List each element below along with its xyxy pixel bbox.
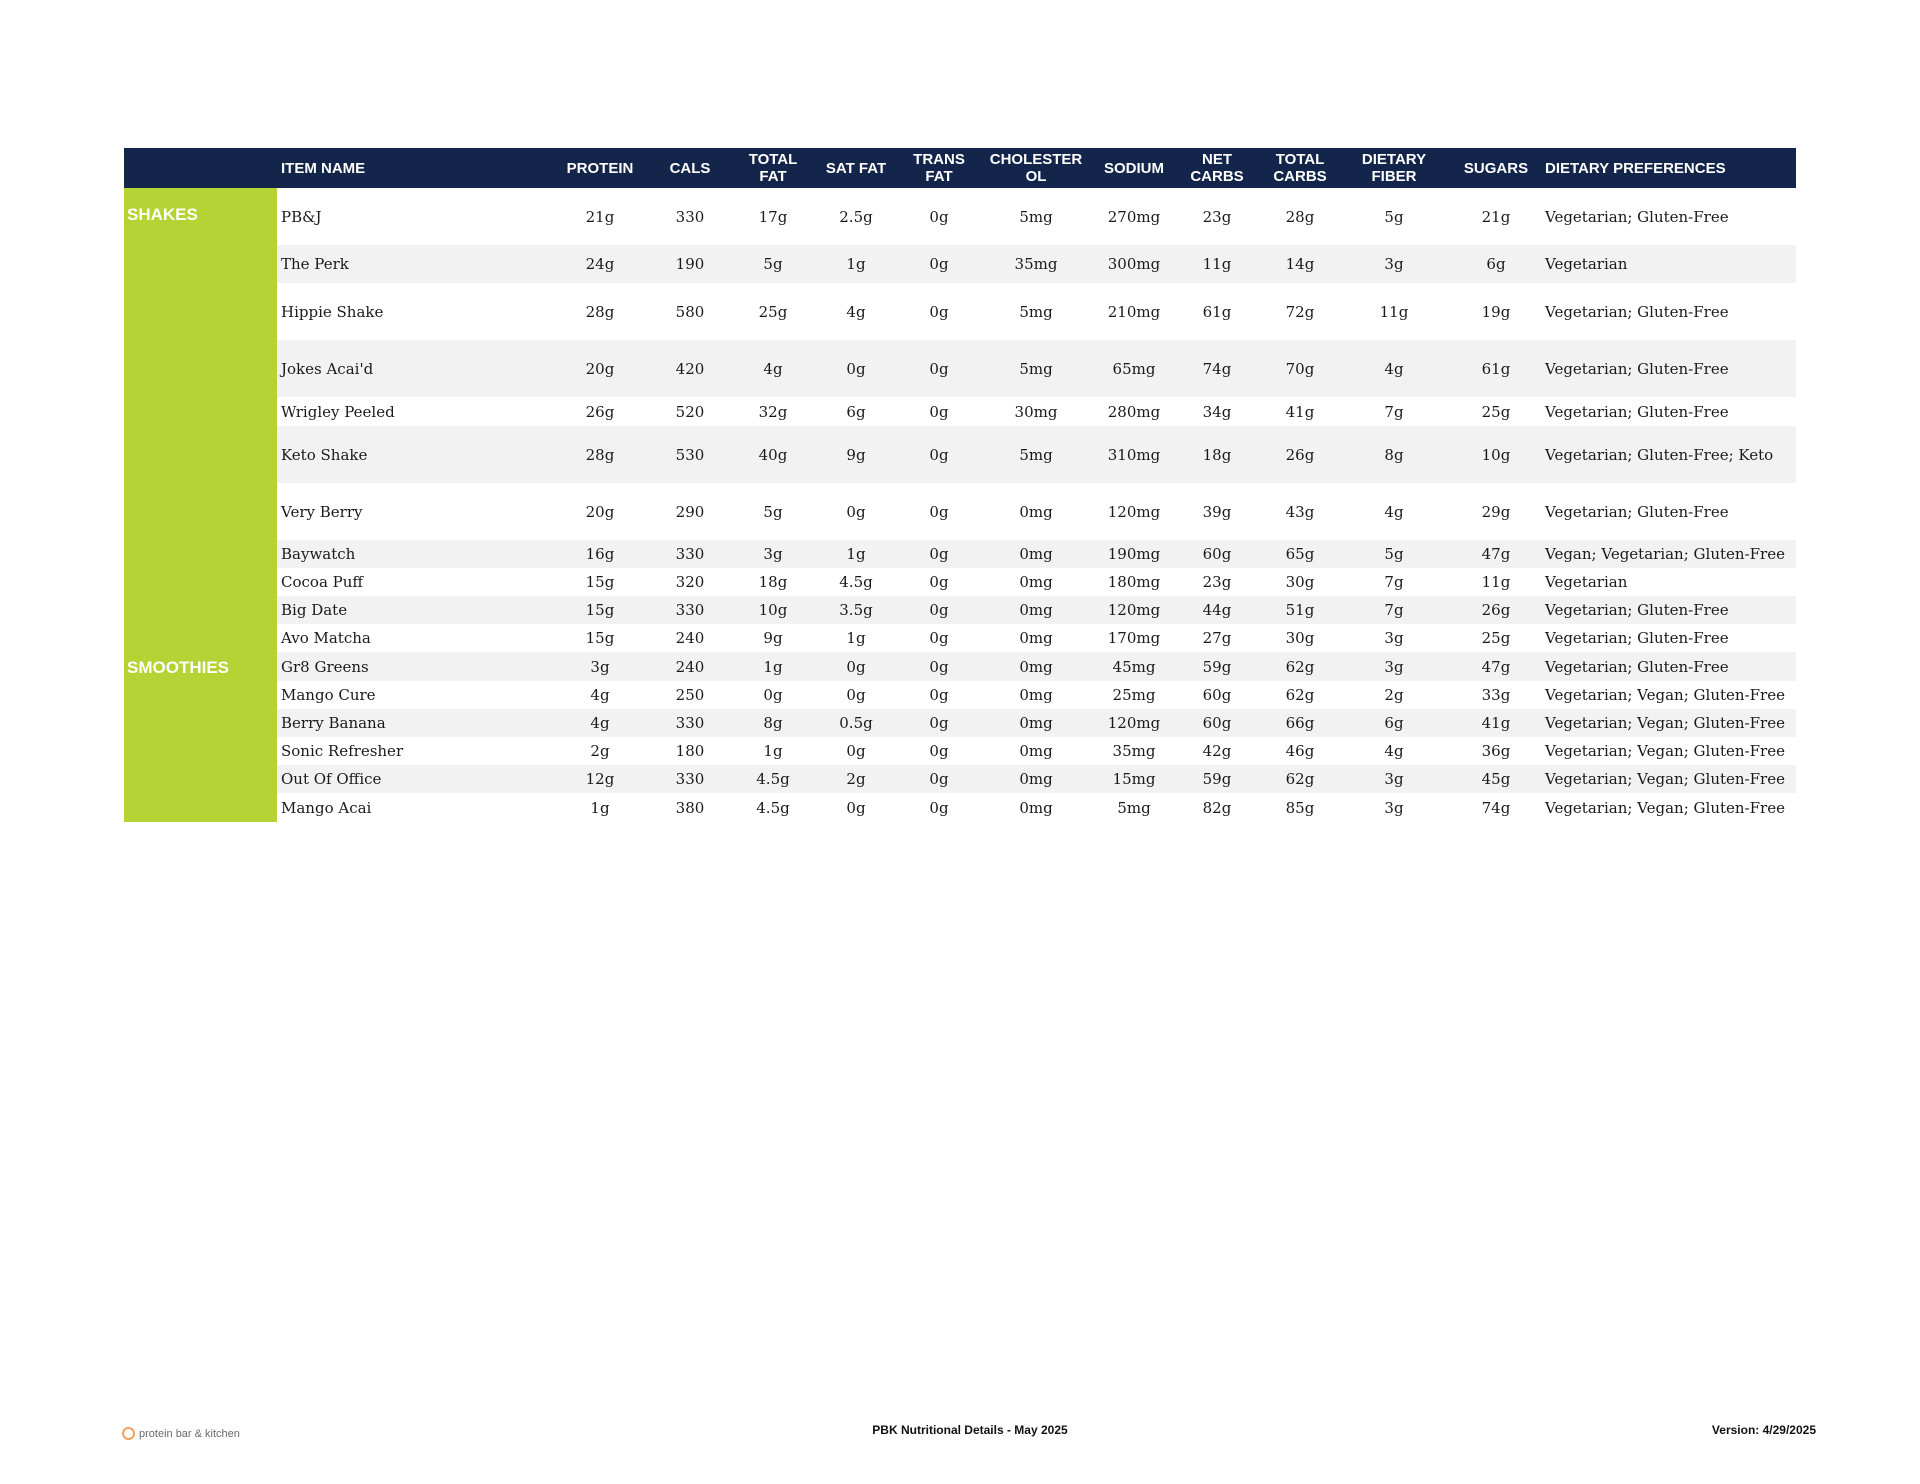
total-fat-cell: 4g <box>737 340 809 397</box>
dietary-fiber-cell: 5g <box>1337 540 1451 568</box>
sugars-cell: 36g <box>1481 742 1511 760</box>
net-carbs-cell: 59g <box>1171 765 1263 793</box>
header-sugars: SUGARS <box>1451 148 1541 188</box>
table-row <box>124 283 1796 340</box>
dietary-preferences-cell: Vegetarian; Vegan; Gluten-Free <box>1545 742 1785 760</box>
trans-fat-cell: 0g <box>903 245 975 283</box>
trans-fat-cell: 0g <box>929 573 949 591</box>
dietary-fiber-cell: 4g <box>1384 502 1404 521</box>
cals-cell: 330 <box>643 765 737 793</box>
net-carbs-cell: 44g <box>1171 596 1263 624</box>
cals-cell: 530 <box>643 426 737 483</box>
sat-fat-cell: 0g <box>846 686 866 704</box>
dietary-fiber-cell: 4g <box>1384 742 1404 760</box>
cals-cell: 240 <box>643 652 737 681</box>
total-fat-cell: 5g <box>737 245 809 283</box>
net-carbs-cell: 74g <box>1171 340 1263 397</box>
sugars-cell: 33g <box>1481 686 1511 704</box>
trans-fat-cell: 0g <box>903 652 975 681</box>
table-row <box>124 483 1796 540</box>
dietary-preferences-cell: Vegetarian <box>1545 573 1628 591</box>
net-carbs-cell: 23g <box>1202 573 1232 591</box>
total-fat-cell: 1g <box>763 742 783 760</box>
total-carbs-cell: 41g <box>1285 402 1315 421</box>
sodium-cell: 310mg <box>1097 426 1171 483</box>
trans-fat-cell: 0g <box>929 798 949 817</box>
total-carbs-cell: 85g <box>1285 798 1315 817</box>
protein-cell: 26g <box>585 402 615 421</box>
total-carbs-cell: 14g <box>1263 245 1337 283</box>
header-cholesterol <box>975 148 1097 188</box>
table-row <box>124 397 1796 426</box>
dietary-preferences-cell: Vegetarian; Gluten-Free <box>1541 652 1796 681</box>
trans-fat-cell: 0g <box>929 686 949 704</box>
net-carbs-cell: 61g <box>1202 302 1232 321</box>
cholesterol-cell: 0mg <box>1019 629 1053 647</box>
cholesterol-cell: 0mg <box>1019 798 1053 817</box>
header-category <box>124 148 277 188</box>
protein-cell: 12g <box>557 765 643 793</box>
header-dietary-fiber <box>1337 148 1451 188</box>
total-carbs-cell: 62g <box>1263 765 1337 793</box>
sat-fat-cell: 4.5g <box>839 573 873 591</box>
cals-cell: 320 <box>675 573 705 591</box>
net-carbs-cell: 59g <box>1171 652 1263 681</box>
header-trans-fat <box>903 148 975 188</box>
cals-cell: 290 <box>675 502 705 521</box>
table-row <box>124 245 1796 283</box>
cholesterol-cell: 5mg <box>975 426 1097 483</box>
protein-cell: 15g <box>585 573 615 591</box>
sat-fat-cell: 1g <box>809 245 903 283</box>
cals-cell: 420 <box>643 340 737 397</box>
category-label-shakes: SHAKES <box>127 205 198 224</box>
dietary-fiber-cell: 6g <box>1337 709 1451 737</box>
total-fat-cell: 8g <box>737 709 809 737</box>
cals-cell: 190 <box>643 245 737 283</box>
header-total-fat <box>737 148 809 188</box>
total-fat-cell: 9g <box>763 629 783 647</box>
trans-fat-cell: 0g <box>929 502 949 521</box>
table-row <box>124 652 1796 681</box>
cals-cell: 330 <box>643 540 737 568</box>
item-name-cell: Cocoa Puff <box>281 573 364 591</box>
net-carbs-cell: 34g <box>1202 402 1232 421</box>
nutrition-table-wrapper <box>124 148 1796 822</box>
header-net-carbs <box>1171 148 1263 188</box>
sat-fat-cell: 0g <box>846 798 866 817</box>
sat-fat-cell: 2.5g <box>839 207 873 226</box>
sugars-cell: 29g <box>1481 502 1511 521</box>
header-cholesterol-line1: CHOLESTER <box>989 151 1083 168</box>
item-name-cell: Out Of Office <box>277 765 557 793</box>
sat-fat-cell: 0.5g <box>809 709 903 737</box>
dietary-fiber-cell: 7g <box>1337 596 1451 624</box>
total-fat-cell: 5g <box>763 502 783 521</box>
total-carbs-cell: 26g <box>1263 426 1337 483</box>
header-trans-fat-line2: FAT <box>925 168 953 185</box>
header-sodium: SODIUM <box>1097 148 1171 188</box>
item-name-cell: Baywatch <box>277 540 557 568</box>
sodium-cell: 280mg <box>1107 402 1161 421</box>
category-label-smoothies: SMOOTHIES <box>127 658 230 677</box>
protein-cell: 20g <box>585 502 615 521</box>
net-carbs-cell: 18g <box>1171 426 1263 483</box>
sat-fat-cell: 0g <box>846 502 866 521</box>
net-carbs-cell: 60g <box>1171 540 1263 568</box>
cals-cell: 250 <box>675 686 705 704</box>
sugars-cell: 10g <box>1451 426 1541 483</box>
total-carbs-cell: 65g <box>1263 540 1337 568</box>
header-item-name: ITEM NAME <box>277 148 557 188</box>
header-net-carbs-line1: NET <box>1202 151 1232 168</box>
table-row <box>124 624 1796 652</box>
net-carbs-cell: 60g <box>1171 709 1263 737</box>
dietary-preferences-cell: Vegetarian; Gluten-Free <box>1545 502 1729 521</box>
sodium-cell: 45mg <box>1097 652 1171 681</box>
protein-cell: 4g <box>557 709 643 737</box>
total-fat-cell: 4.5g <box>756 798 790 817</box>
trans-fat-cell: 0g <box>903 540 975 568</box>
dietary-fiber-cell: 3g <box>1337 765 1451 793</box>
protein-cell: 15g <box>585 629 615 647</box>
header-trans-fat-line1: TRANS <box>913 151 965 168</box>
table-row <box>124 596 1796 624</box>
cholesterol-cell: 0mg <box>1019 502 1053 521</box>
header-total-carbs-line2: CARBS <box>1273 168 1327 185</box>
dietary-preferences-cell: Vegetarian; Gluten-Free <box>1541 596 1796 624</box>
table-row <box>124 340 1796 397</box>
total-carbs-cell: 51g <box>1263 596 1337 624</box>
trans-fat-cell: 0g <box>929 402 949 421</box>
protein-cell: 28g <box>557 426 643 483</box>
header-dietary-preferences: DIETARY PREFERENCES <box>1541 148 1796 188</box>
total-carbs-cell: 46g <box>1285 742 1315 760</box>
table-row <box>124 681 1796 709</box>
protein-cell: 24g <box>557 245 643 283</box>
total-fat-cell: 40g <box>737 426 809 483</box>
item-name-cell: The Perk <box>277 245 557 283</box>
total-carbs-cell: 62g <box>1263 652 1337 681</box>
sat-fat-cell: 4g <box>846 302 866 321</box>
cholesterol-cell: 5mg <box>975 340 1097 397</box>
sodium-cell: 65mg <box>1097 340 1171 397</box>
dietary-preferences-cell: Vegetarian; Gluten-Free <box>1545 629 1729 647</box>
sodium-cell: 120mg <box>1097 596 1171 624</box>
total-fat-cell: 18g <box>758 573 788 591</box>
net-carbs-cell: 39g <box>1202 502 1232 521</box>
total-fat-cell: 3g <box>737 540 809 568</box>
sat-fat-cell: 6g <box>846 402 866 421</box>
dietary-preferences-cell: Vegetarian; Vegan; Gluten-Free <box>1541 709 1796 737</box>
total-fat-cell: 0g <box>763 686 783 704</box>
total-carbs-cell: 72g <box>1285 302 1315 321</box>
cals-cell: 330 <box>675 207 705 226</box>
sat-fat-cell: 0g <box>809 652 903 681</box>
sat-fat-cell: 1g <box>846 629 866 647</box>
dietary-fiber-cell: 5g <box>1384 207 1404 226</box>
cals-cell: 520 <box>675 402 705 421</box>
footer-version: Version: 4/29/2025 <box>1711 1423 1816 1437</box>
table-row <box>124 188 1796 245</box>
total-carbs-cell: 66g <box>1263 709 1337 737</box>
dietary-fiber-cell: 3g <box>1337 245 1451 283</box>
table-row <box>124 765 1796 793</box>
header-dietary-fiber-line1: DIETARY <box>1361 151 1427 168</box>
table-row <box>124 568 1796 596</box>
total-fat-cell: 10g <box>737 596 809 624</box>
item-name-cell: Avo Matcha <box>281 629 371 647</box>
header-total-fat-line2: FAT <box>759 168 787 185</box>
category-column <box>124 188 277 822</box>
total-carbs-cell: 43g <box>1285 502 1315 521</box>
trans-fat-cell: 0g <box>903 596 975 624</box>
total-carbs-cell: 62g <box>1285 686 1315 704</box>
protein-cell: 20g <box>557 340 643 397</box>
cholesterol-cell: 0mg <box>975 596 1097 624</box>
dietary-fiber-cell: 4g <box>1337 340 1451 397</box>
header-protein: PROTEIN <box>557 148 643 188</box>
header-sat-fat: SAT FAT <box>809 148 903 188</box>
trans-fat-cell: 0g <box>929 207 949 226</box>
sodium-cell: 25mg <box>1112 686 1156 704</box>
cals-cell: 380 <box>675 798 705 817</box>
sugars-cell: 21g <box>1481 207 1511 226</box>
header-row <box>124 148 1796 188</box>
dietary-preferences-cell: Vegetarian; Gluten-Free <box>1545 402 1729 421</box>
total-fat-cell: 32g <box>758 402 788 421</box>
item-name-cell: Mango Cure <box>281 686 376 704</box>
cholesterol-cell: 0mg <box>975 540 1097 568</box>
dietary-fiber-cell: 8g <box>1337 426 1451 483</box>
protein-cell: 2g <box>590 742 610 760</box>
footer-title: PBK Nutritional Details - May 2025 <box>872 1423 1068 1437</box>
protein-cell: 28g <box>585 302 615 321</box>
item-name-cell: Berry Banana <box>277 709 557 737</box>
sat-fat-cell: 9g <box>809 426 903 483</box>
trans-fat-cell: 0g <box>929 629 949 647</box>
protein-cell: 1g <box>590 798 610 817</box>
cals-cell: 330 <box>643 596 737 624</box>
sugars-cell: 47g <box>1451 652 1541 681</box>
dietary-fiber-cell: 7g <box>1384 573 1404 591</box>
trans-fat-cell: 0g <box>903 765 975 793</box>
net-carbs-cell: 60g <box>1202 686 1232 704</box>
header-total-fat-line1: TOTAL <box>748 151 798 168</box>
total-fat-cell: 17g <box>758 207 788 226</box>
net-carbs-cell: 42g <box>1202 742 1232 760</box>
sodium-cell: 15mg <box>1097 765 1171 793</box>
table-body <box>124 188 1796 822</box>
trans-fat-cell: 0g <box>929 742 949 760</box>
trans-fat-cell: 0g <box>903 426 975 483</box>
protein-cell: 3g <box>557 652 643 681</box>
dietary-preferences-cell: Vegetarian; Gluten-Free <box>1541 340 1796 397</box>
protein-cell: 16g <box>557 540 643 568</box>
nutrition-table <box>124 148 1796 822</box>
total-carbs-cell: 70g <box>1263 340 1337 397</box>
sat-fat-cell: 1g <box>809 540 903 568</box>
sugars-cell: 26g <box>1451 596 1541 624</box>
sugars-cell: 45g <box>1451 765 1541 793</box>
cals-cell: 330 <box>643 709 737 737</box>
cholesterol-cell: 0mg <box>975 765 1097 793</box>
footer-logo-text: protein bar & kitchen <box>139 1427 240 1440</box>
item-name-cell: Gr8 Greens <box>277 652 557 681</box>
dietary-fiber-cell: 11g <box>1379 302 1409 321</box>
dietary-fiber-cell: 2g <box>1384 686 1404 704</box>
dietary-preferences-cell: Vegetarian <box>1541 245 1796 283</box>
sodium-cell: 300mg <box>1097 245 1171 283</box>
trans-fat-cell: 0g <box>929 302 949 321</box>
dietary-fiber-cell: 3g <box>1384 798 1404 817</box>
total-carbs-cell: 28g <box>1285 207 1315 226</box>
dietary-fiber-cell: 7g <box>1384 402 1404 421</box>
cholesterol-cell: 5mg <box>1019 207 1053 226</box>
protein-cell: 15g <box>557 596 643 624</box>
net-carbs-cell: 11g <box>1171 245 1263 283</box>
protein-cell: 4g <box>590 686 610 704</box>
sodium-cell: 120mg <box>1107 502 1161 521</box>
dietary-preferences-cell: Vegetarian; Vegan; Gluten-Free <box>1545 686 1785 704</box>
cholesterol-cell: 0mg <box>1019 573 1053 591</box>
sodium-cell: 270mg <box>1107 207 1161 226</box>
cholesterol-cell: 0mg <box>1019 686 1053 704</box>
header-total-carbs <box>1263 148 1337 188</box>
header-cholesterol-line2: OL <box>1025 168 1047 185</box>
total-fat-cell: 25g <box>758 302 788 321</box>
sat-fat-cell: 2g <box>809 765 903 793</box>
dietary-preferences-cell: Vegetarian; Gluten-Free; Keto <box>1541 426 1796 483</box>
sugars-cell: 41g <box>1451 709 1541 737</box>
cals-cell: 180 <box>675 742 705 760</box>
dietary-fiber-cell: 3g <box>1337 652 1451 681</box>
sugars-cell: 25g <box>1481 402 1511 421</box>
sugars-cell: 47g <box>1451 540 1541 568</box>
cholesterol-cell: 35mg <box>975 245 1097 283</box>
sodium-cell: 35mg <box>1112 742 1156 760</box>
cholesterol-cell: 0mg <box>975 652 1097 681</box>
sugars-cell: 6g <box>1451 245 1541 283</box>
item-name-cell: Big Date <box>277 596 557 624</box>
total-carbs-cell: 30g <box>1285 573 1315 591</box>
cholesterol-cell: 0mg <box>1019 742 1053 760</box>
cholesterol-cell: 5mg <box>1019 302 1053 321</box>
sodium-cell: 180mg <box>1107 573 1161 591</box>
cholesterol-cell: 30mg <box>1014 402 1058 421</box>
header-total-carbs-line1: TOTAL <box>1275 151 1325 168</box>
sugars-cell: 61g <box>1451 340 1541 397</box>
protein-cell: 21g <box>585 207 615 226</box>
item-name-cell: Hippie Shake <box>281 302 384 321</box>
item-name-cell: Very Berry <box>281 502 363 521</box>
header-dietary-fiber-line2: FIBER <box>1371 168 1417 185</box>
sugars-cell: 25g <box>1481 629 1511 647</box>
cals-cell: 240 <box>675 629 705 647</box>
trans-fat-cell: 0g <box>903 709 975 737</box>
sat-fat-cell: 0g <box>846 742 866 760</box>
sodium-cell: 120mg <box>1097 709 1171 737</box>
trans-fat-cell: 0g <box>903 340 975 397</box>
item-name-cell: Sonic Refresher <box>281 742 404 760</box>
dietary-preferences-cell: Vegetarian; Gluten-Free <box>1545 207 1729 226</box>
item-name-cell: Mango Acai <box>281 798 372 817</box>
table-row <box>124 709 1796 737</box>
sat-fat-cell: 0g <box>809 340 903 397</box>
net-carbs-cell: 82g <box>1202 798 1232 817</box>
table-row <box>124 426 1796 483</box>
header-cals: CALS <box>643 148 737 188</box>
dietary-fiber-cell: 3g <box>1384 629 1404 647</box>
total-fat-cell: 1g <box>737 652 809 681</box>
item-name-cell: Jokes Acai'd <box>277 340 557 397</box>
dietary-preferences-cell: Vegan; Vegetarian; Gluten-Free <box>1541 540 1796 568</box>
dietary-preferences-cell: Vegetarian; Vegan; Gluten-Free <box>1545 798 1785 817</box>
net-carbs-cell: 23g <box>1202 207 1232 226</box>
total-carbs-cell: 30g <box>1285 629 1315 647</box>
sugars-cell: 19g <box>1481 302 1511 321</box>
table-row <box>124 540 1796 568</box>
sodium-cell: 5mg <box>1117 798 1151 817</box>
net-carbs-cell: 27g <box>1202 629 1232 647</box>
cals-cell: 580 <box>675 302 705 321</box>
total-fat-cell: 4.5g <box>737 765 809 793</box>
dietary-preferences-cell: Vegetarian; Vegan; Gluten-Free <box>1541 765 1796 793</box>
sodium-cell: 170mg <box>1107 629 1161 647</box>
sat-fat-cell: 3.5g <box>809 596 903 624</box>
header-net-carbs-line2: CARBS <box>1190 168 1244 185</box>
table-row <box>124 793 1796 822</box>
item-name-cell: Keto Shake <box>277 426 557 483</box>
sodium-cell: 190mg <box>1097 540 1171 568</box>
sugars-cell: 74g <box>1481 798 1511 817</box>
item-name-cell: PB&J <box>281 207 322 226</box>
sodium-cell: 210mg <box>1107 302 1161 321</box>
sugars-cell: 11g <box>1481 573 1511 591</box>
item-name-cell: Wrigley Peeled <box>281 402 395 421</box>
table-row <box>124 737 1796 765</box>
dietary-preferences-cell: Vegetarian; Gluten-Free <box>1545 302 1729 321</box>
table-header <box>124 148 1796 188</box>
cholesterol-cell: 0mg <box>975 709 1097 737</box>
